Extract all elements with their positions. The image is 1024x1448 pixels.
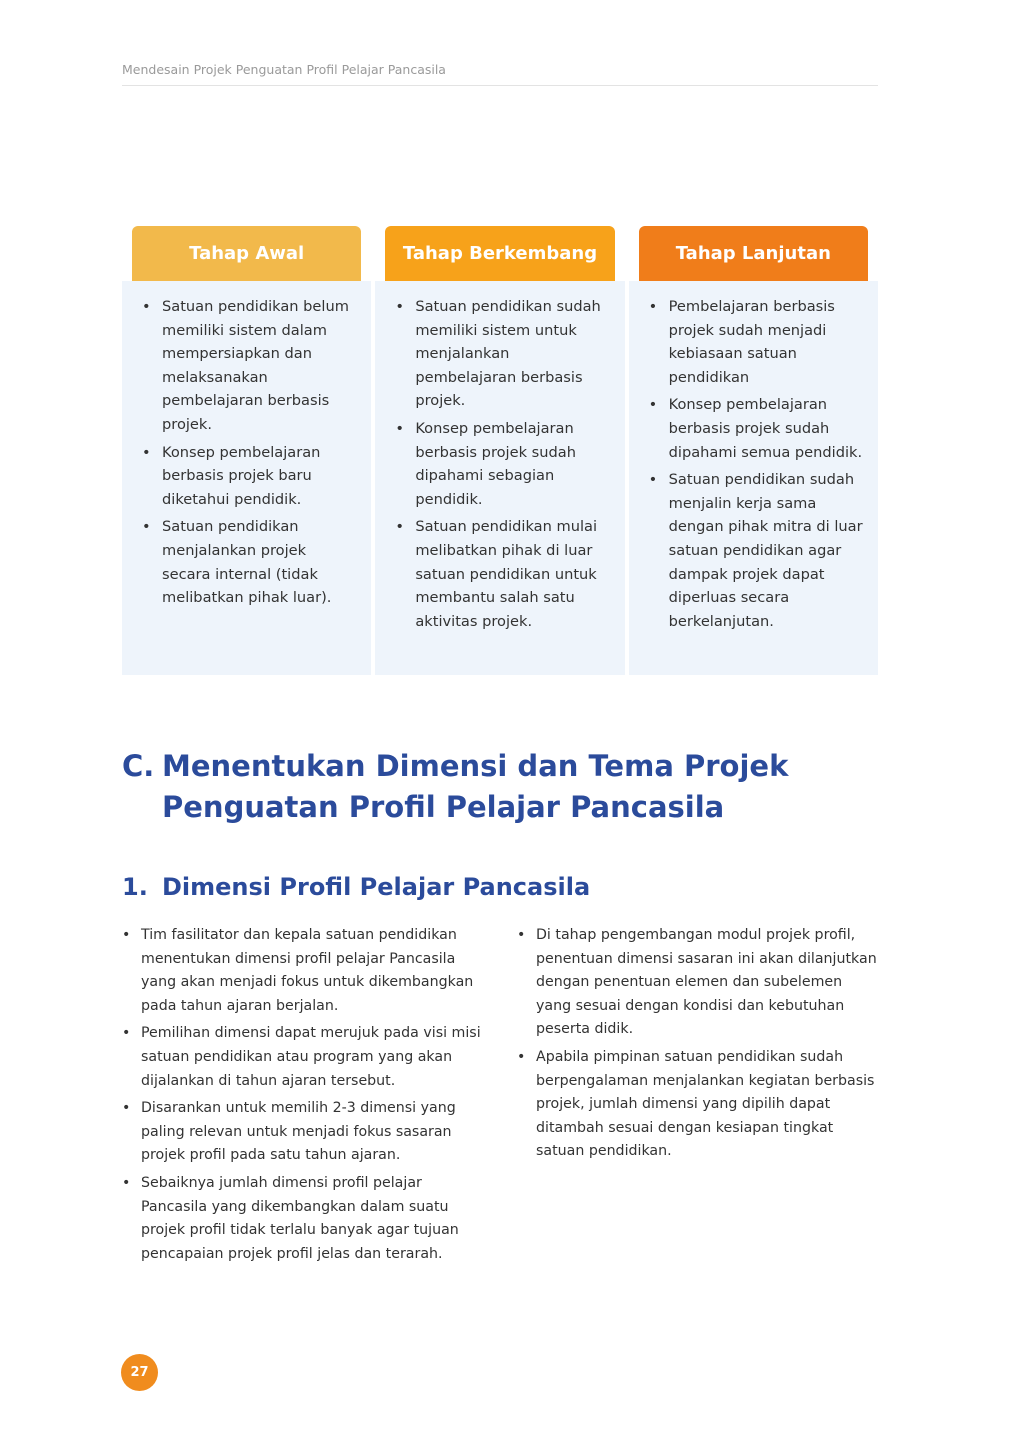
stage-awal-heading: Tahap Awal — [132, 226, 361, 281]
stage-table — [122, 226, 878, 675]
stage-berkembang — [375, 226, 624, 675]
list-item: • Satuan pendidikan belum memiliki sistem dalam mempersiapkan dan melaksanakan pembelajaran berbasis projek. — [142, 295, 357, 437]
section-letter: C. — [122, 749, 155, 783]
subsection-heading — [122, 870, 590, 904]
list-item: • Satuan pendidikan menjalankan projek secara internal (tidak melibatkan pihak luar). — [142, 515, 357, 609]
section-heading — [122, 746, 882, 828]
stage-berkembang-heading: Tahap Berkembang — [385, 226, 614, 281]
list-item: • Di tahap pengembangan modul projek profil, penentuan dimensi sasaran ini akan dilanjutkan dengan penentuan elemen dan subelemen yang sesuai dengan kondisi dan kebutuhan peserta didik. — [517, 924, 879, 1042]
stage-awal-body — [122, 281, 371, 675]
list-item: • Konsep pembelajaran berbasis projek baru diketahui pendidik. — [142, 441, 357, 512]
stage-lanjutan-body — [629, 281, 878, 675]
list-item: • Konsep pembelajaran berbasis projek sudah dipahami semua pendidik. — [649, 393, 864, 464]
stage-lanjutan — [629, 226, 878, 675]
page-number-badge: 27 — [121, 1354, 158, 1391]
section-title: Menentukan Dimensi dan Tema Projek Penguatan Profil Pelajar Pancasila — [162, 749, 789, 824]
list-item: • Pembelajaran berbasis projek sudah menjadi kebiasaan satuan pendidikan — [649, 295, 864, 389]
subsection-number: 1. — [122, 873, 148, 901]
list-item: • Satuan pendidikan sudah menjalin kerja sama dengan pihak mitra di luar satuan pendidikan agar dampak projek dapat diperluas secara berkelanjutan. — [649, 468, 864, 633]
list-item: • Tim fasilitator dan kepala satuan pendidikan menentukan dimensi profil pelajar Pancasila yang akan menjadi fokus untuk dikembangkan pada tahun ajaran berjalan. — [122, 924, 486, 1018]
list-item: • Sebaiknya jumlah dimensi profil pelajar Pancasila yang dikembangkan dalam suatu projek profil tidak terlalu banyak agar tujuan pencapaian projek profil jelas dan terarah. — [122, 1172, 486, 1266]
list-item: • Satuan pendidikan sudah memiliki sistem untuk menjalankan pembelajaran berbasis projek. — [395, 295, 610, 413]
list-item: • Disarankan untuk memilih 2-3 dimensi yang paling relevan untuk menjadi fokus sasaran projek profil pada satu tahun ajaran. — [122, 1097, 486, 1168]
stage-berkembang-body — [375, 281, 624, 675]
list-item: • Satuan pendidikan mulai melibatkan pihak di luar satuan pendidikan untuk membantu salah satu aktivitas projek. — [395, 515, 610, 633]
running-header: Mendesain Projek Penguatan Profil Pelajar Pancasila — [122, 62, 878, 86]
stage-lanjutan-heading: Tahap Lanjutan — [639, 226, 868, 281]
bullet-column-right — [517, 924, 879, 1168]
list-item: • Konsep pembelajaran berbasis projek sudah dipahami sebagian pendidik. — [395, 417, 610, 511]
stage-awal — [122, 226, 371, 675]
bullet-column-left — [122, 924, 486, 1270]
list-item: • Pemilihan dimensi dapat merujuk pada visi misi satuan pendidikan atau program yang akan dijalankan di tahun ajaran tersebut. — [122, 1022, 486, 1093]
list-item: • Apabila pimpinan satuan pendidikan sudah berpengalaman menjalankan kegiatan berbasis projek, jumlah dimensi yang dipilih dapat ditambah sesuai dengan kesiapan tingkat satuan pendidikan. — [517, 1046, 879, 1164]
subsection-title: Dimensi Profil Pelajar Pancasila — [162, 873, 591, 901]
